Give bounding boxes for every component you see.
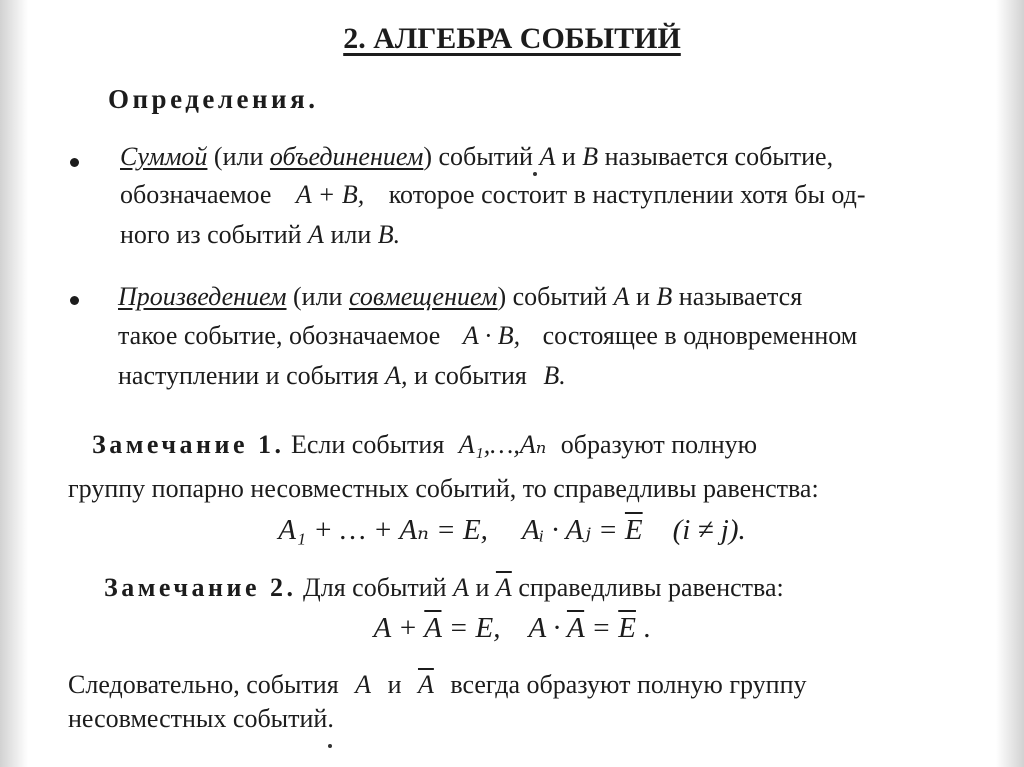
text-fragment: (или (286, 282, 349, 311)
text-fragment: или (323, 220, 378, 249)
text-fragment: и события (407, 361, 534, 390)
product-definition-line-1 (118, 282, 802, 312)
math-symbol-complement: $\overline{A}$ (424, 612, 442, 644)
math-expression: A · (528, 612, 567, 644)
sum-definition-line-2 (120, 180, 866, 210)
math-symbol-complement: $\overline{A}$ (495, 573, 512, 602)
conclusion-line-1 (68, 670, 807, 700)
text-fragment: Следовательно, события (68, 670, 346, 699)
product-definition-line-2 (118, 321, 857, 351)
math-symbol: B. (543, 361, 566, 390)
intersection-term: совмещением (348, 282, 498, 311)
conclusion-line-2: несовместных событий. (68, 704, 334, 733)
text-fragment: называется событие, (598, 142, 834, 171)
text-fragment: и (469, 573, 496, 602)
remark-2-formula (0, 612, 1024, 645)
text-fragment: . (635, 612, 651, 644)
math-expression: A₁,…,Aₙ (458, 430, 547, 459)
math-symbol: A (613, 282, 630, 311)
right-edge-shadow (996, 0, 1024, 767)
math-expression: = E, (441, 612, 501, 644)
text-fragment: и (629, 282, 657, 311)
math-symbol: B (582, 142, 599, 171)
math-symbol: B. (377, 220, 401, 249)
union-term: объединением (269, 142, 424, 171)
text-fragment: состоящее в одновременном (536, 321, 858, 350)
text-fragment: всегда образуют полную группу (443, 670, 807, 699)
remark-1-line-2: группу попарно несовместных событий, то справедливы равенства: (68, 474, 819, 503)
math-symbol: A (308, 220, 324, 249)
product-definition-line-3 (118, 361, 566, 391)
page-title: 2. АЛГЕБРА СОБЫТИЙ (343, 22, 681, 55)
text-fragment: (или (207, 142, 270, 171)
text-fragment: такое событие, обозначаемое (118, 321, 447, 350)
product-term: Произведением (118, 282, 287, 311)
remark-1-formula (0, 512, 1024, 547)
text-fragment: обозначаемое (120, 180, 278, 209)
remark-1-line-1 (92, 430, 757, 460)
sum-definition-line-3 (120, 220, 400, 250)
remark-1-label: Замечание 1. (92, 430, 285, 459)
math-symbol: A (355, 670, 372, 699)
math-symbol: A, (385, 361, 408, 390)
math-expression: Aᵢ · Aⱼ = (521, 514, 625, 546)
remark-2-label: Замечание 2. (104, 573, 297, 602)
text-fragment: ного из событий (120, 220, 309, 249)
math-symbol-complement: $\overline{A}$ (566, 612, 585, 644)
bullet-icon (70, 296, 79, 305)
math-symbol: B (656, 282, 673, 311)
math-expression: A₁ + … + Aₙ = E, (278, 514, 488, 546)
math-symbol: A (453, 573, 469, 602)
math-expression: = (584, 612, 619, 644)
text-fragment: ) событий (497, 282, 614, 311)
scan-speck (328, 744, 332, 748)
text-fragment: Если события (284, 430, 451, 459)
text-fragment: которое состоит в наступлении хотя бы од- (382, 180, 866, 209)
scan-speck (533, 172, 537, 176)
text-fragment: наступлении и события (118, 361, 386, 390)
math-symbol-complement: $\overline{E}$ (624, 514, 643, 546)
remark-2-line-1 (104, 573, 784, 603)
math-symbol-complement: $\overline{E}$ (618, 612, 636, 644)
sum-definition-line-1 (120, 142, 833, 172)
sum-term: Суммой (120, 142, 208, 171)
math-expression: A + B, (295, 180, 365, 209)
math-symbol-complement: $\overline{A}$ (417, 670, 434, 699)
text-fragment: называется (672, 282, 803, 311)
left-edge-shadow (0, 0, 28, 767)
definitions-heading: Определения. (108, 84, 319, 114)
text-fragment: и (381, 670, 408, 699)
bullet-icon (70, 158, 79, 167)
math-expression: (i ≠ j). (672, 514, 746, 546)
math-expression: A · B, (462, 321, 521, 350)
math-symbol: A (539, 142, 556, 171)
text-fragment: справедливы равенства: (511, 573, 784, 602)
math-expression: A + (373, 612, 425, 644)
text-fragment: и (555, 142, 583, 171)
text-fragment: Для событий (296, 573, 454, 602)
text-fragment: образуют полную (554, 430, 758, 459)
text-fragment: ) событий (423, 142, 540, 171)
